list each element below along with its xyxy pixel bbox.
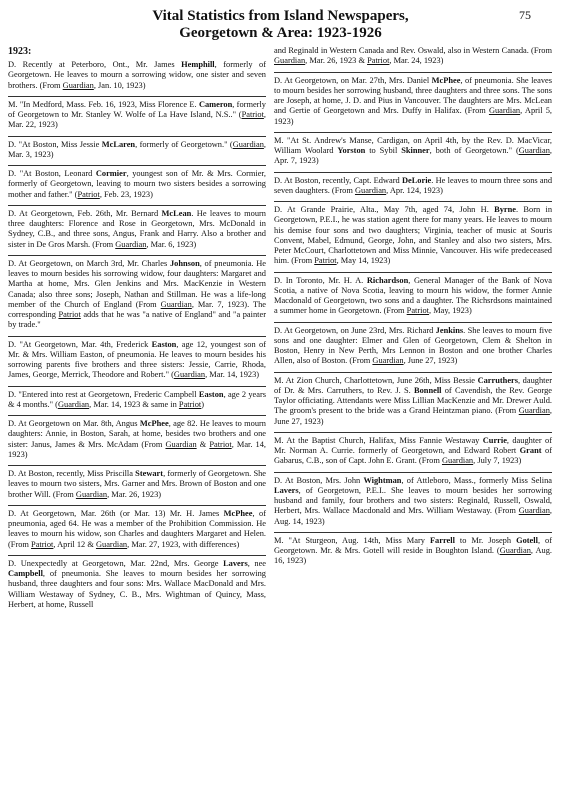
surname: Farrell [429, 535, 455, 545]
surname: McPhee [223, 508, 253, 518]
entry-text: , April 12 & [53, 539, 96, 549]
surname: Bonnell [414, 385, 442, 395]
newspaper-name: Guardian [165, 439, 197, 449]
vital-record-entry [274, 132, 552, 172]
vital-record-entry [274, 72, 552, 132]
newspaper-name: Patriot [31, 539, 54, 549]
left-column [8, 46, 266, 615]
newspaper-name: Patriot [314, 256, 337, 266]
entry-text: , Mar. 14, 1923 & same in [89, 399, 179, 409]
vital-record-entry [274, 372, 552, 432]
entry-text: , age 12, youngest son of Mr. & Mrs. William Easton, of pneumonia. He leaves to mourn besides his sorrowing parents five brothers and three sisters: Jessie, Carrie, Rhoda, James, George, Merrick, Theodore and Robert." ( [8, 339, 266, 380]
entry-text: , of Attleboro, Mass., formerly Miss Selina [401, 475, 553, 485]
vital-record-entry [274, 432, 552, 472]
entry-text: , April 5, 1923) [274, 106, 552, 126]
entry-text: , of pneumonia. She leaves to mourn besides her sorrowing husband, three daughters and three sons. The sons are Joseph, at home, J. D. and Pius in Vancouver. The daughters are Mrs. McLean and Gertie of Georgetown and Mrs. Duffy in Halifax. (From [274, 75, 552, 116]
entry-text: , June 27, 1923) [403, 356, 458, 366]
entry-text: , Mar. 14, 1923) [205, 370, 260, 380]
surname: Carruthers [477, 375, 519, 385]
surname: Yorston [337, 146, 366, 155]
entry-text: D. At Georgetown on Mar. 8th, Angus [8, 419, 140, 428]
vital-record-entry [8, 386, 266, 416]
vital-record-entry [274, 472, 552, 532]
entry-text: , Jan. 10, 1923) [93, 80, 146, 90]
newspaper-name: Guardian [518, 406, 550, 416]
entry-text: of Gabarus, C.B., son of Capt. John E. Grant. (From [274, 446, 552, 466]
page-title-line-1: Vital Statistics from Island Newspapers, [152, 8, 409, 24]
entry-text: , of Georgetown, P.E.I.. She leaves to mourn besides her sorrowing husband and family, four brothers and two sisters: Reginald, Russell, Oswald, Herbert, Mrs. Wallace Macdonald and Mrs. William Westaway. (From [274, 485, 552, 516]
vital-record-entry [274, 272, 552, 322]
surname: Wightman [363, 475, 402, 485]
entry-text: , Mar. 27, 1923, with differences) [127, 539, 240, 549]
surname: Gotell [516, 535, 538, 545]
vital-record-entry [8, 465, 266, 505]
surname: Hemphill [181, 60, 215, 69]
surname: Cameron [198, 99, 233, 109]
newspaper-name: Guardian [372, 356, 404, 366]
entry-text: D. At Boston, recently, Miss Priscilla [8, 469, 136, 478]
entry-text: D. In Toronto, Mr. H. A. [274, 275, 367, 285]
entry-text: to Sybil [365, 146, 402, 155]
entry-text: . Born in Georgetown, P.E.I., he was station agent there for many years. He leaves to mourn his demise four sons and two daughters; Virginia, teacher of music at Souris Convent, Mabel, Edmund, George, John, and Stanley and also two sisters, Mrs. Peter McCourt, Charlottetown and Miss Minnie, Vancouver. His wife predeceased him. (From [274, 205, 553, 266]
surname: McLean [161, 208, 192, 218]
entry-text: M. "In Medford, Mass. Feb. 16, 1923, Miss Florence E. [8, 99, 199, 109]
newspaper-name: Guardian [441, 456, 474, 466]
entry-text: D. Recently at Peterboro, Ont., Mr. James [8, 60, 182, 69]
entry-text: , Feb. 23, 1923) [99, 189, 153, 199]
newspaper-name: Patriot [58, 310, 81, 319]
entry-text: , age 2 years & 4 months." ( [8, 389, 267, 409]
year-heading: 1923: [8, 46, 32, 57]
entry-text: , General Manager of the Bank of Nova Scotia, a native of Nova Scotia, leaving to mourn his widow, the former Annie Macdonald of Georgetown, two sons and a daughter. The Richsrdsons maintained a summer home in Georgetown. (From [274, 275, 552, 316]
vital-record-entry [274, 172, 552, 202]
entry-text: , May 14, 1923) [336, 256, 391, 266]
surname: Easton [198, 389, 224, 399]
newspaper-name: Guardian [354, 185, 387, 195]
entry-text: , Mar. 24, 1923) [389, 56, 444, 66]
entry-text: , Aug. 16, 1923) [274, 546, 552, 566]
entry-text: , formerly of Georgetown to Mr. Stanley W. Wolfe of La Have Island, N.S.." ( [8, 99, 266, 119]
vital-record-entry [8, 136, 266, 166]
entry-text: , Apr. 7, 1923) [274, 146, 552, 166]
surname: Johnson [169, 258, 200, 268]
vital-record-entry [8, 415, 266, 465]
entry-text: , youngest son of Mr. & Mrs. Cormier, formerly of Georgetown, leaving to mourn two sisters besides a sorrowing mother and father." ( [8, 169, 266, 199]
entry-text: M. At the Baptist Church, Halifax, Miss Fannie Westaway [274, 435, 483, 445]
entry-text: & [196, 439, 210, 449]
newspaper-name: Patriot [367, 56, 390, 66]
entry-text: , of pneumonia. He leaves to mourn besides his sorrowing widow, four daughters: Margaret and Martha at home, Mrs. Glen Jenkins and Mrs. MacKenzie in Western Canada; also three sons; Joseph, Nathan and Stillman. He was a life-long member of the Church of England (From [8, 258, 266, 309]
entry-text: to Mr. Joseph [454, 535, 517, 545]
entry-text: , Aug. 14, 1923) [274, 506, 552, 526]
newspaper-name: Guardian [160, 299, 192, 309]
entry-text: , formerly of Georgetown. She leaves to mourn two sisters, Mrs. Garner and Mrs. Brown of Boston and one brother Will. (From [8, 469, 267, 499]
entry-text: , Mar. 22, 1923) [8, 110, 266, 130]
entry-text: , Mar. 7, 1923). The corresponding [8, 299, 266, 319]
surname: Byrne [494, 205, 517, 214]
surname: Lavers [223, 558, 248, 568]
entry-text: . She leaves to mourn five sons and one daughter: Elmer and Glen of Georgetown, Clem & Shelton in Boston, Henry in New Perth, Mrs Lennon in Boston and one brother Charles Allen, also of Boston. (From [274, 325, 552, 366]
vital-record-entry [8, 60, 266, 96]
newspaper-name: Guardian [115, 239, 147, 249]
entry-text: D. At Boston, Mrs. John [274, 475, 364, 485]
page-title-line-2: Georgetown & Area: 1923-1926 [179, 25, 382, 41]
surname: Campbell [8, 569, 43, 578]
newspaper-name: Guardian [232, 139, 264, 149]
entry-text: adds that he was "a native of England" and "a painter by trade." [8, 310, 266, 330]
entry-text: D. "Entered into rest at Georgetown, Frederic Campbell [8, 389, 199, 399]
entry-text: M. "At Sturgeon, Aug. 14th, Miss Mary [274, 535, 430, 545]
surname: McPhee [139, 419, 169, 428]
entry-text: , formerly of Georgetown." ( [135, 139, 233, 149]
newspaper-name: Patriot [77, 189, 100, 199]
vital-record-entry [8, 505, 266, 555]
vital-record-entry [8, 96, 266, 136]
entry-text: , Mar. 3, 1923) [8, 139, 266, 159]
entry-text: , daughter of Dr. & Mrs. Carruthers, to Rev. J. S. [274, 375, 552, 395]
surname: McLaren [101, 139, 136, 149]
vital-record-entry [8, 205, 266, 255]
vital-record-entry [8, 255, 266, 336]
newspaper-name: Guardian [499, 546, 531, 555]
entry-text: , May, 1923) [429, 306, 472, 316]
entry-text: and Reginald in Western Canada and Rev. Oswald, also in Western Canada. (From [274, 46, 552, 55]
surname: McPhee [431, 75, 461, 85]
newspaper-name: Guardian [95, 539, 128, 549]
entry-text: , July 7, 1923) [473, 456, 522, 466]
surname: DeLorie [401, 175, 432, 185]
newspaper-name: Guardian [62, 80, 94, 90]
entry-text: , Mar. 6, 1923) [146, 239, 197, 249]
newspaper-name: Patriot [241, 110, 264, 119]
entry-text: of Cavendish, the Rev. George Taylor officiating. Attendants were Miss Lillian MacKenzie and Mr. Drewer Auld. The groom's present to the bride was a Grand Heintzman piano. (From [274, 385, 552, 416]
entry-text: D. At Grande Prairie, Alta., May 7th, aged 74, John H. [274, 205, 495, 214]
surname: Skinner [401, 146, 430, 155]
newspaper-name: Patriot [178, 399, 202, 409]
entry-text: , Apr. 124, 1923) [386, 185, 443, 195]
vital-record-entry [274, 532, 552, 572]
newspaper-name: Guardian [173, 370, 206, 380]
entry-text: ) [201, 399, 205, 409]
surname: Easton [151, 339, 177, 349]
vital-record-entry [8, 336, 266, 386]
entry-text: D. "At Boston, Leonard [8, 169, 96, 178]
newspaper-name: Patriot [406, 306, 430, 316]
entry-text: , Mar. 14, 1923) [8, 439, 267, 459]
entry-text: , Mar. 26, 1923 & [305, 56, 368, 66]
entry-text: D. At Georgetown, on June 23rd, Mrs. Richard [274, 325, 436, 335]
newspaper-name: Guardian [274, 56, 306, 66]
entry-text: D. At Boston, recently, Capt. Edward [274, 175, 402, 185]
surname: Richardson [366, 275, 409, 285]
entry-text: D. At Georgetown, Feb. 26th, Mr. Bernard [8, 208, 162, 218]
entry-text: . He leaves to mourn three daughters: Florence and Rose in Georgetown, Mrs. McDonald in Sydney, C.B., and three sons, Angus, Frank and Harry. Also a brother and sister in De Gros Marsh. (From [8, 208, 266, 249]
surname: Currie [482, 435, 507, 445]
entry-text: D. At Georgetown, Mar. 26th (or Mar. 13) Mr. H. James [8, 508, 224, 518]
vital-record-entry [8, 165, 266, 205]
newspaper-name: Guardian [518, 506, 550, 516]
vital-record-entry [274, 201, 552, 272]
entry-text: D. "At Boston, Miss Jessie [8, 139, 102, 149]
entry-text: , of pneumonia, aged 64. He was a member of the Prohibition Commission. He leaves to mourn his widow, son Charles and daughters Margaret and Helen. (From [8, 508, 266, 549]
vital-record-entry [8, 555, 266, 615]
entry-text: , age 82. He leaves to mourn daughters: Annie, in Boston, Sarah, at home, besides two brothers and one sister: Janus, James & Mrs. McAdam (From [8, 419, 266, 449]
page-number: 75 [519, 8, 531, 22]
surname: Lavers [274, 485, 299, 495]
newspaper-name: Guardian [488, 106, 521, 116]
entry-text: , formerly of Georgetown. He leaves to mourn a sorrowing widow, one sister and seven brothers. (From [8, 60, 266, 90]
entry-text: . He leaves to mourn three sons and seven daughters. (From [274, 175, 553, 195]
surname: Cormier [95, 169, 127, 178]
entry-text: , daughter of Mr. Norman A. Currie. formerly of Georgetown, and Edward Robert [274, 435, 553, 455]
entry-text: , Mar. 26, 1923) [107, 489, 162, 499]
entry-text: , both of Georgetown." ( [429, 146, 519, 155]
vital-record-entry [274, 46, 552, 72]
entry-text: D. At Georgetown, on Mar. 27th, Mrs. Daniel [274, 75, 432, 85]
entry-text: , June 27, 1923) [274, 406, 552, 426]
entry-text: , of pneumonia. She leaves to mourn besides her sorrowing husband, three daughters and four sons: Mrs. Wallace MacDonald and Mrs. William Westaway of Sydney, C. B., Mrs. Wightman of Quincy, Mass, Herbert, at home, Russell [8, 569, 266, 609]
entry-text: M. "At St. Andrew's Manse, Cardigan, on April 4th, by the Rev. D. MacVicar, William Woolard [274, 135, 552, 155]
entry-text: M. At Zion Church, Charlottetown, June 26th, Miss Bessie [274, 375, 478, 385]
entry-text: D. "At Georgetown, Mar. 4th, Frederick [8, 339, 152, 349]
newspaper-name: Guardian [518, 146, 550, 155]
entry-text: D. At Georgetown, on March 3rd, Mr. Charles [8, 258, 170, 268]
vital-record-entry [274, 322, 552, 372]
entry-text: , of Georgetown. Mr. & Mrs. Gotell will reside in Boughton Island. ( [274, 535, 552, 555]
entry-text: , nee [247, 558, 266, 568]
newspaper-name: Guardian [57, 399, 90, 409]
surname: Jenkins [435, 325, 464, 335]
right-column [274, 46, 552, 572]
newspaper-name: Guardian [75, 489, 108, 499]
newspaper-name: Patriot [209, 439, 232, 449]
entry-text: D. Unexpectedly at Georgetown, Mar. 22nd, Mrs. George [8, 558, 224, 568]
surname: Stewart [135, 469, 164, 478]
surname: Grant [519, 446, 542, 455]
